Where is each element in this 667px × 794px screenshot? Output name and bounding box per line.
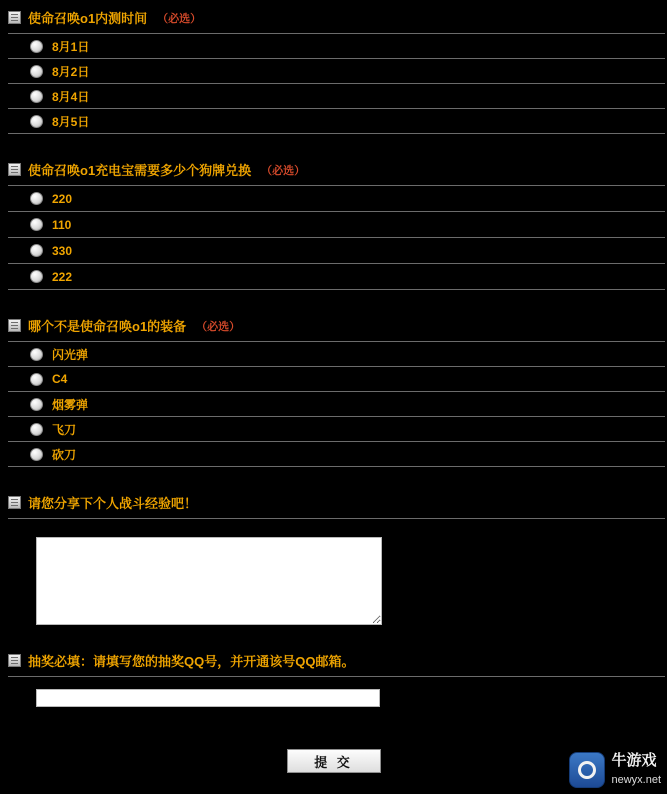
qq-input-wrap — [8, 677, 665, 707]
question-2-options — [8, 186, 665, 290]
question-3-required: （必选） — [196, 320, 241, 333]
option-row[interactable] — [8, 264, 665, 290]
option-row[interactable] — [8, 417, 665, 442]
option-label: 330 — [52, 243, 73, 258]
option-label: 8月2日 — [52, 64, 90, 79]
option-label: 烟雾弹 — [52, 397, 89, 412]
list-icon — [8, 163, 21, 176]
radio-icon[interactable] — [30, 373, 43, 386]
experience-textarea[interactable] — [36, 537, 382, 625]
list-icon — [8, 654, 21, 667]
option-label: 砍刀 — [52, 447, 77, 462]
question-3-header — [8, 316, 665, 342]
list-icon — [8, 496, 21, 509]
question-2-title: 使命召唤o1充电宝需要多少个狗牌兑换 — [28, 163, 252, 178]
option-row[interactable] — [8, 109, 665, 134]
question-4-title: 请您分享下个人战斗经验吧！ — [28, 496, 198, 511]
question-2-header — [8, 160, 665, 186]
question-3-title: 哪个不是使命召唤o1的装备 — [28, 319, 187, 334]
watermark-text — [611, 752, 661, 787]
question-3-options — [8, 342, 665, 467]
radio-icon[interactable] — [30, 90, 43, 103]
submit-row — [0, 733, 667, 773]
option-row[interactable] — [8, 442, 665, 467]
option-label: 闪光弹 — [52, 347, 89, 362]
radio-icon[interactable] — [30, 40, 43, 53]
option-label: 飞刀 — [52, 422, 77, 437]
option-row[interactable] — [8, 238, 665, 264]
option-row[interactable] — [8, 392, 665, 417]
question-1-title: 使命召唤o1内测时间 — [28, 11, 148, 26]
newyx-logo-icon — [569, 752, 605, 788]
question-1-required: （必选） — [157, 12, 202, 25]
question-block-2 — [0, 160, 667, 290]
question-block-4 — [0, 493, 667, 625]
radio-icon[interactable] — [30, 65, 43, 78]
radio-icon[interactable] — [30, 244, 43, 257]
option-row[interactable] — [8, 342, 665, 367]
radio-icon[interactable] — [30, 192, 43, 205]
question-5-title: 抽奖必填：请填写您的抽奖QQ号，并开通该号QQ邮箱。 — [28, 654, 355, 669]
question-4-header — [8, 493, 665, 519]
option-row[interactable] — [8, 34, 665, 59]
option-label: 8月4日 — [52, 89, 90, 104]
option-label: 8月5日 — [52, 114, 90, 129]
radio-icon[interactable] — [30, 398, 43, 411]
question-block-1 — [0, 8, 667, 134]
question-2-required: （必选） — [261, 164, 306, 177]
option-row[interactable] — [8, 186, 665, 212]
experience-textarea-wrap — [8, 519, 665, 625]
question-block-3 — [0, 316, 667, 467]
question-1-header — [8, 8, 665, 34]
watermark-en: newyx.net — [611, 774, 661, 786]
option-label: 110 — [52, 217, 72, 232]
radio-icon[interactable] — [30, 448, 43, 461]
option-row[interactable] — [8, 367, 665, 392]
radio-icon[interactable] — [30, 423, 43, 436]
list-icon — [8, 11, 21, 24]
radio-icon[interactable] — [30, 115, 43, 128]
radio-icon[interactable] — [30, 348, 43, 361]
qq-number-input[interactable] — [36, 689, 380, 707]
question-5-header — [8, 651, 665, 677]
submit-button[interactable]: 提 交 — [287, 749, 381, 773]
watermark — [569, 752, 661, 788]
option-label: 8月1日 — [52, 39, 90, 54]
option-label: 220 — [52, 191, 73, 206]
option-row[interactable] — [8, 59, 665, 84]
option-row[interactable] — [8, 212, 665, 238]
option-label: 222 — [52, 269, 73, 284]
radio-icon[interactable] — [30, 218, 43, 231]
question-1-options — [8, 34, 665, 134]
radio-icon[interactable] — [30, 270, 43, 283]
list-icon — [8, 319, 21, 332]
option-label: C4 — [52, 372, 68, 386]
watermark-cn: 牛游戏 — [611, 752, 657, 770]
option-row[interactable] — [8, 84, 665, 109]
question-block-5 — [0, 651, 667, 707]
